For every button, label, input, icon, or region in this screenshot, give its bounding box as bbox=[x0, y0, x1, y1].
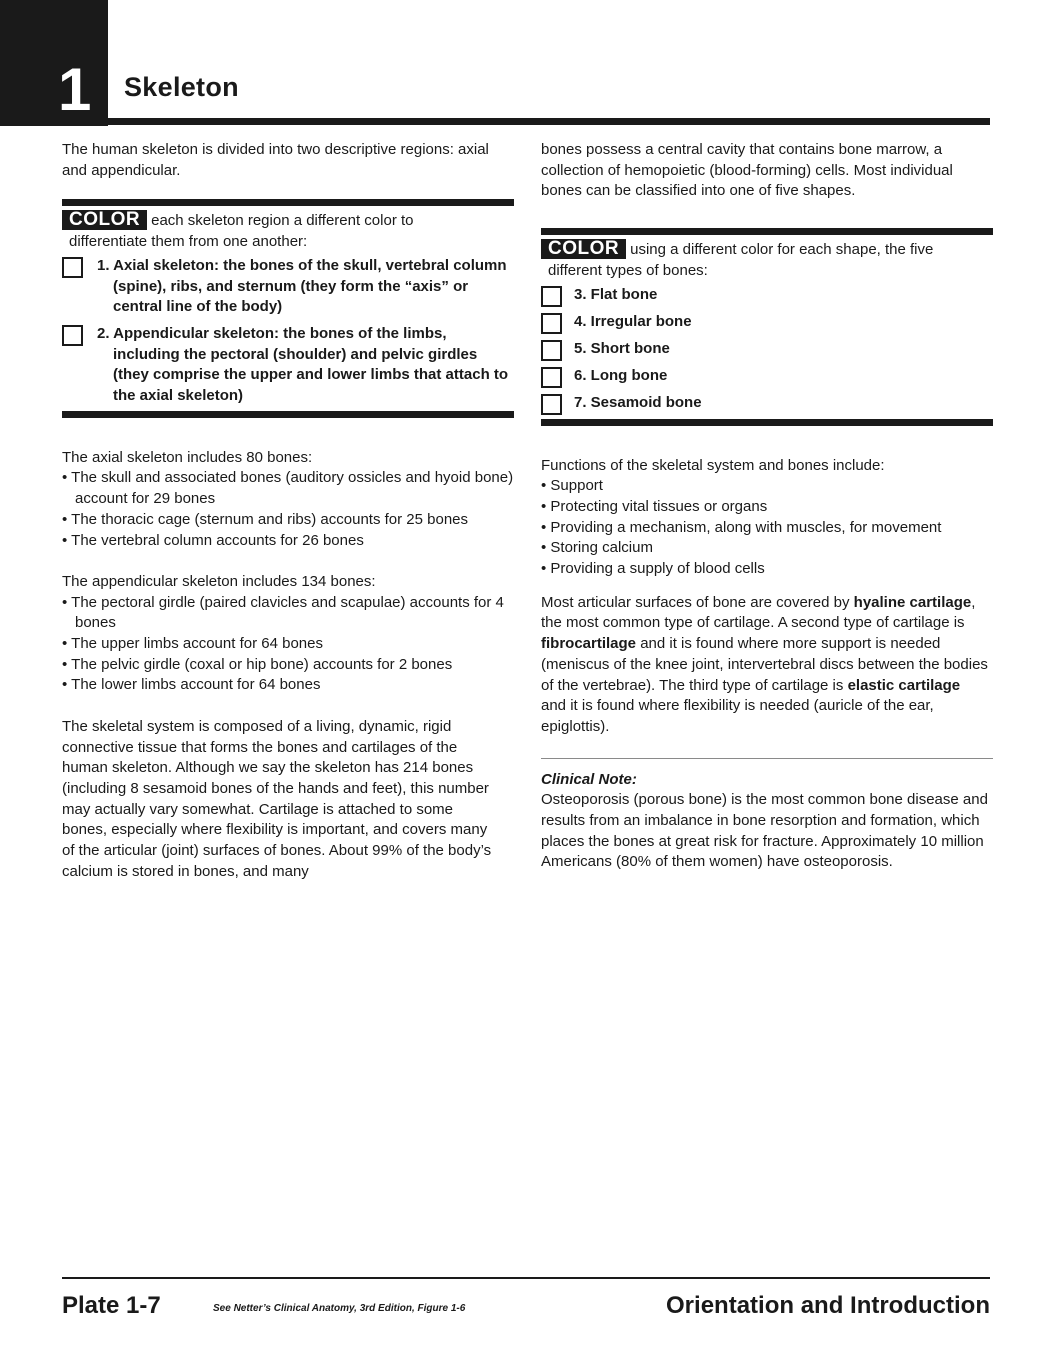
functions-list bbox=[541, 476, 993, 580]
item-label: 7. Sesamoid bone bbox=[574, 393, 702, 411]
color-instruction bbox=[62, 210, 514, 252]
term-elastic: elastic cartilage bbox=[847, 676, 961, 694]
color-tag: COLOR bbox=[541, 239, 626, 259]
clinical-note-title: Clinical Note: bbox=[541, 770, 637, 788]
checkbox[interactable] bbox=[541, 340, 562, 361]
checklist-item bbox=[541, 393, 993, 415]
list-item: • The vertebral column accounts for 26 bones bbox=[62, 531, 514, 552]
system-paragraph: The skeletal system is composed of a living, dynamic, rigid connective tissue that forms the bones and cartilages of the human skeleton. Although we say the skeleton has 214 bones (including 8 sesamoid bones of the hands and feet), this number may actually vary somewhat. Cartilage is attached to some bones, especially where flexibility is important, and covers many of the articular (joint) surfaces of bones. About 99% of the body’s calcium is stored in bones, and many bbox=[62, 717, 492, 880]
term-fibrocartilage: fibrocartilage bbox=[541, 635, 637, 653]
appendicular-section bbox=[62, 572, 514, 696]
item-label: 2. Appendicular skeleton: the bones of the limbs, including the pectoral (shoulder) and pelvic girdles (they comprise the upper and lower limbs that attach to the axial skeleton) bbox=[97, 324, 509, 405]
list-item: • The lower limbs account for 64 bones bbox=[62, 675, 514, 696]
list-item: • Providing a supply of blood cells bbox=[541, 559, 993, 580]
item-label: 3. Flat bone bbox=[574, 285, 658, 303]
list-item: • Providing a mechanism, along with muscles, for movement bbox=[541, 518, 993, 539]
checklist-item bbox=[541, 366, 993, 388]
instruction-line-1: using a different color for each shape, the five bbox=[630, 241, 934, 259]
appendicular-lead: The appendicular skeleton includes 134 bones: bbox=[62, 572, 376, 590]
axial-lead: The axial skeleton includes 80 bones: bbox=[62, 448, 313, 466]
checkbox[interactable] bbox=[62, 325, 83, 346]
axial-section bbox=[62, 448, 514, 552]
left-column bbox=[62, 140, 514, 882]
appendicular-list bbox=[62, 593, 514, 697]
color-box-shapes bbox=[541, 228, 993, 425]
footer-rule bbox=[62, 1277, 990, 1279]
item-label: 5. Short bone bbox=[574, 339, 670, 357]
term-hyaline: hyaline cartilage bbox=[853, 593, 972, 611]
functions-section bbox=[541, 456, 993, 580]
reference-note bbox=[213, 1303, 465, 1314]
list-item: • The pelvic girdle (coxal or hip bone) accounts for 2 bones bbox=[62, 655, 514, 676]
checklist-item bbox=[541, 312, 993, 334]
reference-text: See Netter’s Clinical Anatomy, 3rd Edition, Figure 1-6 bbox=[213, 1303, 466, 1314]
plate-number-block bbox=[0, 0, 108, 126]
list-item: • The upper limbs account for 64 bones bbox=[62, 634, 514, 655]
cartilage-text: Most articular surfaces of bone are covered by bbox=[541, 593, 854, 611]
list-item: • Storing calcium bbox=[541, 538, 993, 559]
header-rule bbox=[108, 118, 990, 125]
plate-number: 1 bbox=[58, 56, 92, 123]
item-label: 1. Axial skeleton: the bones of the skull, vertebral column (spine), ribs, and sternum (they form the “axis” or central line of the body) bbox=[97, 256, 507, 316]
plate-label: Plate 1-7 bbox=[62, 1292, 161, 1319]
cartilage-text: , the most common type of cartilage. A second type of cartilage is bbox=[541, 593, 976, 632]
instruction-line-2: different types of bones: bbox=[548, 261, 708, 279]
cartilage-text: and it is found where more support is needed (meniscus of the knee joint, intervertebral discs between the bodies of the vertebrae). The third type of cartilage is bbox=[541, 635, 988, 694]
list-item: • The pectoral girdle (paired clavicles and scapulae) accounts for 4 bones bbox=[62, 593, 514, 634]
instruction-line-1: each skeleton region a different color to bbox=[151, 212, 414, 230]
checklist-item bbox=[62, 256, 514, 318]
left-intro: The human skeleton is divided into two descriptive regions: axial and appendicular. bbox=[62, 141, 489, 179]
clinical-note bbox=[541, 758, 993, 874]
checklist-item bbox=[541, 285, 993, 307]
section-title: Orientation and Introduction bbox=[666, 1292, 990, 1319]
list-item: • Protecting vital tissues or organs bbox=[541, 497, 993, 518]
list-item: • The thoracic cage (sternum and ribs) accounts for 25 bones bbox=[62, 510, 514, 531]
item-label: 6. Long bone bbox=[574, 366, 668, 384]
cartilage-text: and it is found where flexibility is needed (auricle of the ear, epiglottis). bbox=[541, 697, 934, 735]
checkbox[interactable] bbox=[541, 313, 562, 334]
list-item: • The skull and associated bones (auditory ossicles and hyoid bone) account for 29 bones bbox=[62, 468, 514, 509]
checkbox[interactable] bbox=[541, 394, 562, 415]
color-instruction bbox=[541, 239, 993, 281]
color-tag: COLOR bbox=[62, 210, 147, 230]
right-intro: bones possess a central cavity that contains bone marrow, a collection of hemopoietic (blood-forming) cells. Most individual bones can be classified into one of five shapes. bbox=[541, 141, 953, 200]
checklist-item bbox=[62, 324, 514, 407]
functions-lead: Functions of the skeletal system and bones include: bbox=[541, 456, 885, 474]
color-box-regions bbox=[62, 199, 514, 417]
page-title: Skeleton bbox=[124, 72, 239, 102]
checkbox[interactable] bbox=[541, 367, 562, 388]
item-label: 4. Irregular bone bbox=[574, 312, 692, 330]
instruction-line-2: differentiate them from one another: bbox=[69, 233, 308, 251]
list-item: • Support bbox=[541, 476, 993, 497]
right-column bbox=[541, 140, 993, 873]
checklist-item bbox=[541, 339, 993, 361]
axial-list bbox=[62, 468, 514, 551]
clinical-note-text: Osteoporosis (porous bone) is the most common bone disease and results from an imbalance in bone resorption and formation, which places the bones at great risk for fracture. Approximately 10 million Americans (80% of them women) have osteoporosis. bbox=[541, 791, 988, 871]
cartilage-paragraph bbox=[541, 593, 989, 738]
checkbox[interactable] bbox=[62, 257, 83, 278]
checkbox[interactable] bbox=[541, 286, 562, 307]
